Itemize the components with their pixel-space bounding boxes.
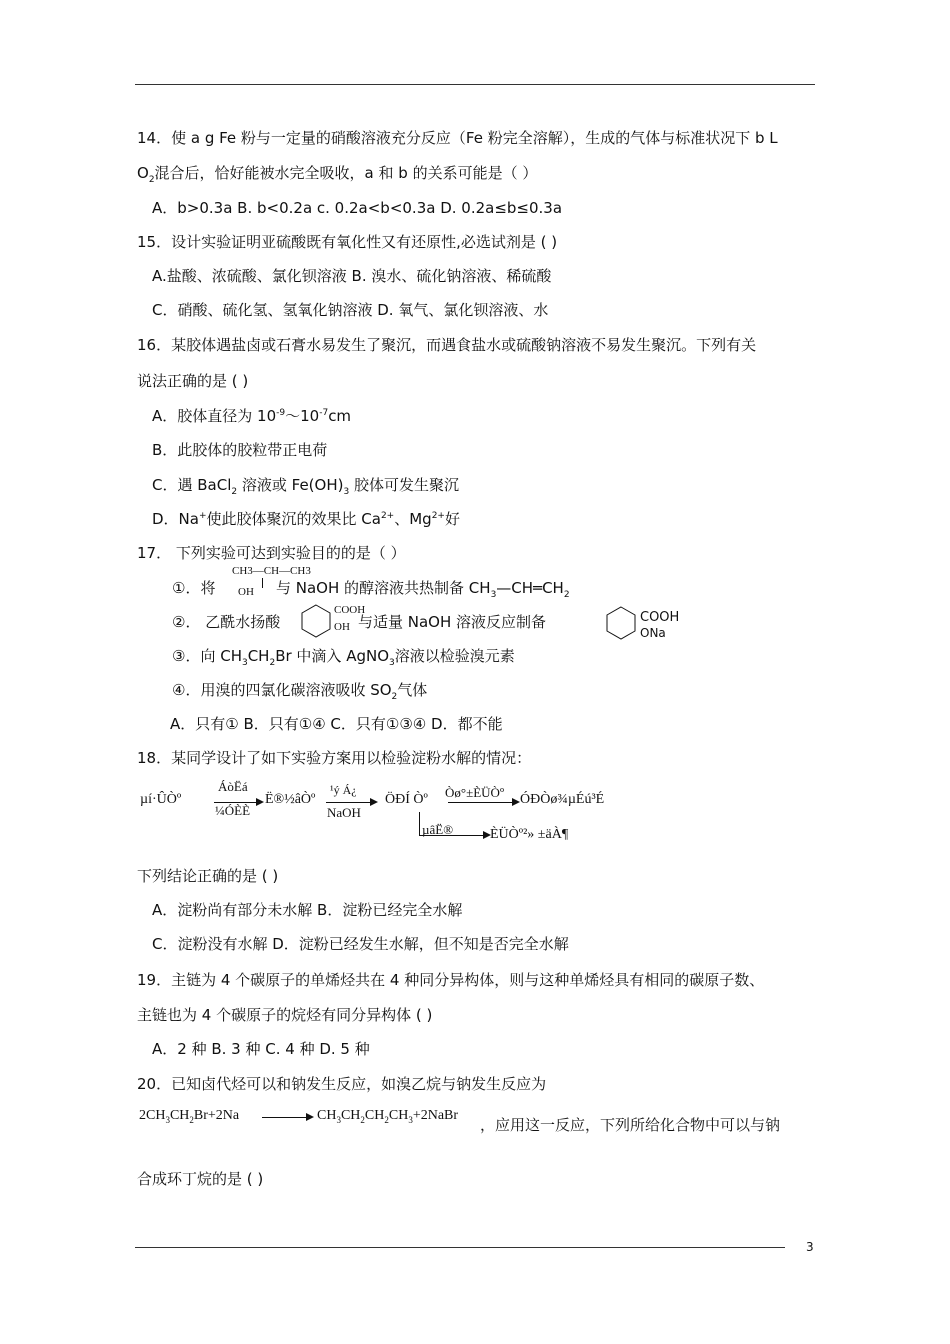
q17-item2-label: ②． 乙酰水扬酸 bbox=[172, 613, 281, 631]
q18-arrow2-head bbox=[370, 798, 378, 806]
q18-arrow3-top: Òø°±ÈÜÒº bbox=[445, 785, 504, 800]
q16-line1: 16．某胶体遇盐卤或石膏水易发生了聚沉，而遇食盐水或硫酸钠溶液不易发生聚沉。下列有关 bbox=[137, 336, 757, 354]
q17-item4: ④．用溴的四氯化碳溶液吸收 $SO_2$气体 bbox=[172, 681, 428, 702]
q20-equation-left: $2CH_3CH_2Br+2Na$ bbox=[139, 1108, 240, 1125]
q17-item2-product-ring bbox=[603, 605, 639, 641]
q18-arrow2-bottom: NaOH bbox=[327, 805, 361, 820]
q18-arrow1-bottom: ¼ÓÈÈ bbox=[215, 803, 251, 818]
page-number: 3 bbox=[806, 1240, 814, 1254]
q15-options-cd: C．硝酸、硫化氢、氢氧化钠溶液 D. 氧气、氯化钡溶液、水 bbox=[152, 301, 549, 319]
q19-line1: 19．主链为 4 个碳原子的单烯烃共在 4 种同分异构体，则与这种单烯烃具有相同的碳原子数、 bbox=[137, 971, 765, 989]
q17-item2-structure-top: COOH bbox=[334, 604, 366, 616]
q16-line2: 说法正确的是 ( ) bbox=[137, 372, 249, 390]
q18-scheme-start: µí·ÛÒº bbox=[140, 792, 182, 807]
q18-scheme-mid2: ÖÐÍ Òº bbox=[385, 792, 428, 807]
q17-stem: 17． 下列实验可达到实验目的的是（ ） bbox=[137, 544, 406, 562]
q18-scheme-end1: ÓÐÒø¾µÉú³É bbox=[520, 792, 605, 807]
q16-option-a: A．胶体直径为 $10^{-9}\sim 10^{-7}cm$ bbox=[152, 407, 352, 425]
q17-item1-structure-bottom: OH bbox=[238, 586, 254, 598]
q18-arrow2-top: ¹ý Á¿ bbox=[330, 783, 357, 797]
header-rule bbox=[135, 84, 815, 85]
q17-item2-product-top: COOH bbox=[640, 610, 680, 625]
q20-equation-right: $CH_3CH_2CH_2CH_3+2NaBr$ bbox=[317, 1108, 459, 1125]
q16-option-b: B．此胶体的胶粒带正电荷 bbox=[152, 441, 328, 459]
q17-item2-benzene-ring bbox=[298, 603, 334, 639]
q18-branch-label: µâË® bbox=[422, 822, 454, 837]
q14-line1: 14．使 a g Fe 粉与一定量的硝酸溶液充分反应（Fe 粉完全溶解），生成的气体与标准状况下 b L bbox=[137, 129, 778, 147]
q18-scheme-mid1: Ë®½âÒº bbox=[265, 792, 316, 807]
q20-line3: 合成环丁烷的是 ( ) bbox=[137, 1170, 264, 1188]
q15-stem: 15．设计实验证明亚硫酸既有氧化性又有还原性,必选试剂是 ( ) bbox=[137, 233, 558, 251]
q17-item3: ③．向 $CH_3CH_2Br$ 中滴入 AgNO$_3$溶液以检验溴元素 bbox=[172, 647, 515, 668]
q18-options-cd: C．淀粉没有水解 D．淀粉已经发生水解，但不知是否完全水解 bbox=[152, 935, 569, 953]
q14-line2: $O_2$混合后，恰好能被水完全吸收，a 和 b 的关系可能是（ ） bbox=[137, 164, 538, 185]
footer-rule bbox=[135, 1247, 785, 1248]
q17-item2-product-bottom: ONa bbox=[640, 626, 666, 640]
q18-scheme-end2: ÈÜÒº²» ±äÀ¶ bbox=[490, 827, 569, 842]
q15-options-ab: A.盐酸、浓硫酸、氯化钡溶液 B. 溴水、硫化钠溶液、稀硫酸 bbox=[152, 267, 552, 285]
q17-options: A．只有① B．只有①④ C．只有①③④ D．都不能 bbox=[170, 715, 503, 733]
q16-option-d: D．Na+使此胶体聚沉的效果比 $Ca^{2+}$、$Mg^{2+}$好 bbox=[152, 510, 460, 528]
q17-item1-text: 与 NaOH 的醇溶液共热制备 $CH_3—CH═CH_2$ bbox=[276, 579, 570, 600]
q18-arrow2 bbox=[326, 802, 372, 803]
q18-conclusion: 下列结论正确的是 ( ) bbox=[137, 867, 279, 885]
q19-line2: 主链也为 4 个碳原子的烷烃有同分异构体 ( ) bbox=[137, 1006, 433, 1024]
q20-equation-arrow bbox=[262, 1117, 308, 1118]
q18-stem: 18．某同学设计了如下实验方案用以检验淀粉水解的情况： bbox=[137, 749, 532, 767]
q16-option-c: C．遇 BaCl$_2$ 溶液或 $Fe(OH)_3$ 胶体可发生聚沉 bbox=[152, 476, 459, 497]
q17-item1-label: ①．将 bbox=[172, 579, 216, 597]
q17-item1-structure-top: CH3—CH—CH3 bbox=[232, 565, 311, 577]
q18-arrow3-head bbox=[512, 798, 520, 806]
q14-options: A．b>0.3a B. b<0.2a c. 0.2a<b<0.3a D. 0.2a≤b≤0.3a bbox=[152, 199, 563, 217]
q20-line1: 20．已知卤代烃可以和钠发生反应，如溴乙烷与钠发生反应为 bbox=[137, 1075, 547, 1093]
q17-item1-structure-bond bbox=[262, 578, 263, 588]
q18-branch-line bbox=[419, 812, 420, 835]
q17-item2-structure-bottom: OH bbox=[334, 621, 350, 633]
q18-arrow3 bbox=[448, 802, 514, 803]
q19-options: A．2 种 B. 3 种 C. 4 种 D. 5 种 bbox=[152, 1040, 370, 1058]
q18-options-ab: A．淀粉尚有部分未水解 B．淀粉已经完全水解 bbox=[152, 901, 463, 919]
q18-arrow1-top: ÁòËá bbox=[218, 779, 248, 794]
q20-equation-arrow-head bbox=[306, 1113, 314, 1121]
q20-line2-tail: ，应用这一反应，下列所给化合物中可以与钠 bbox=[480, 1116, 781, 1134]
q17-item2-text: 与适量 NaOH 溶液反应制备 bbox=[358, 613, 547, 631]
q18-arrow1-head bbox=[256, 798, 264, 806]
